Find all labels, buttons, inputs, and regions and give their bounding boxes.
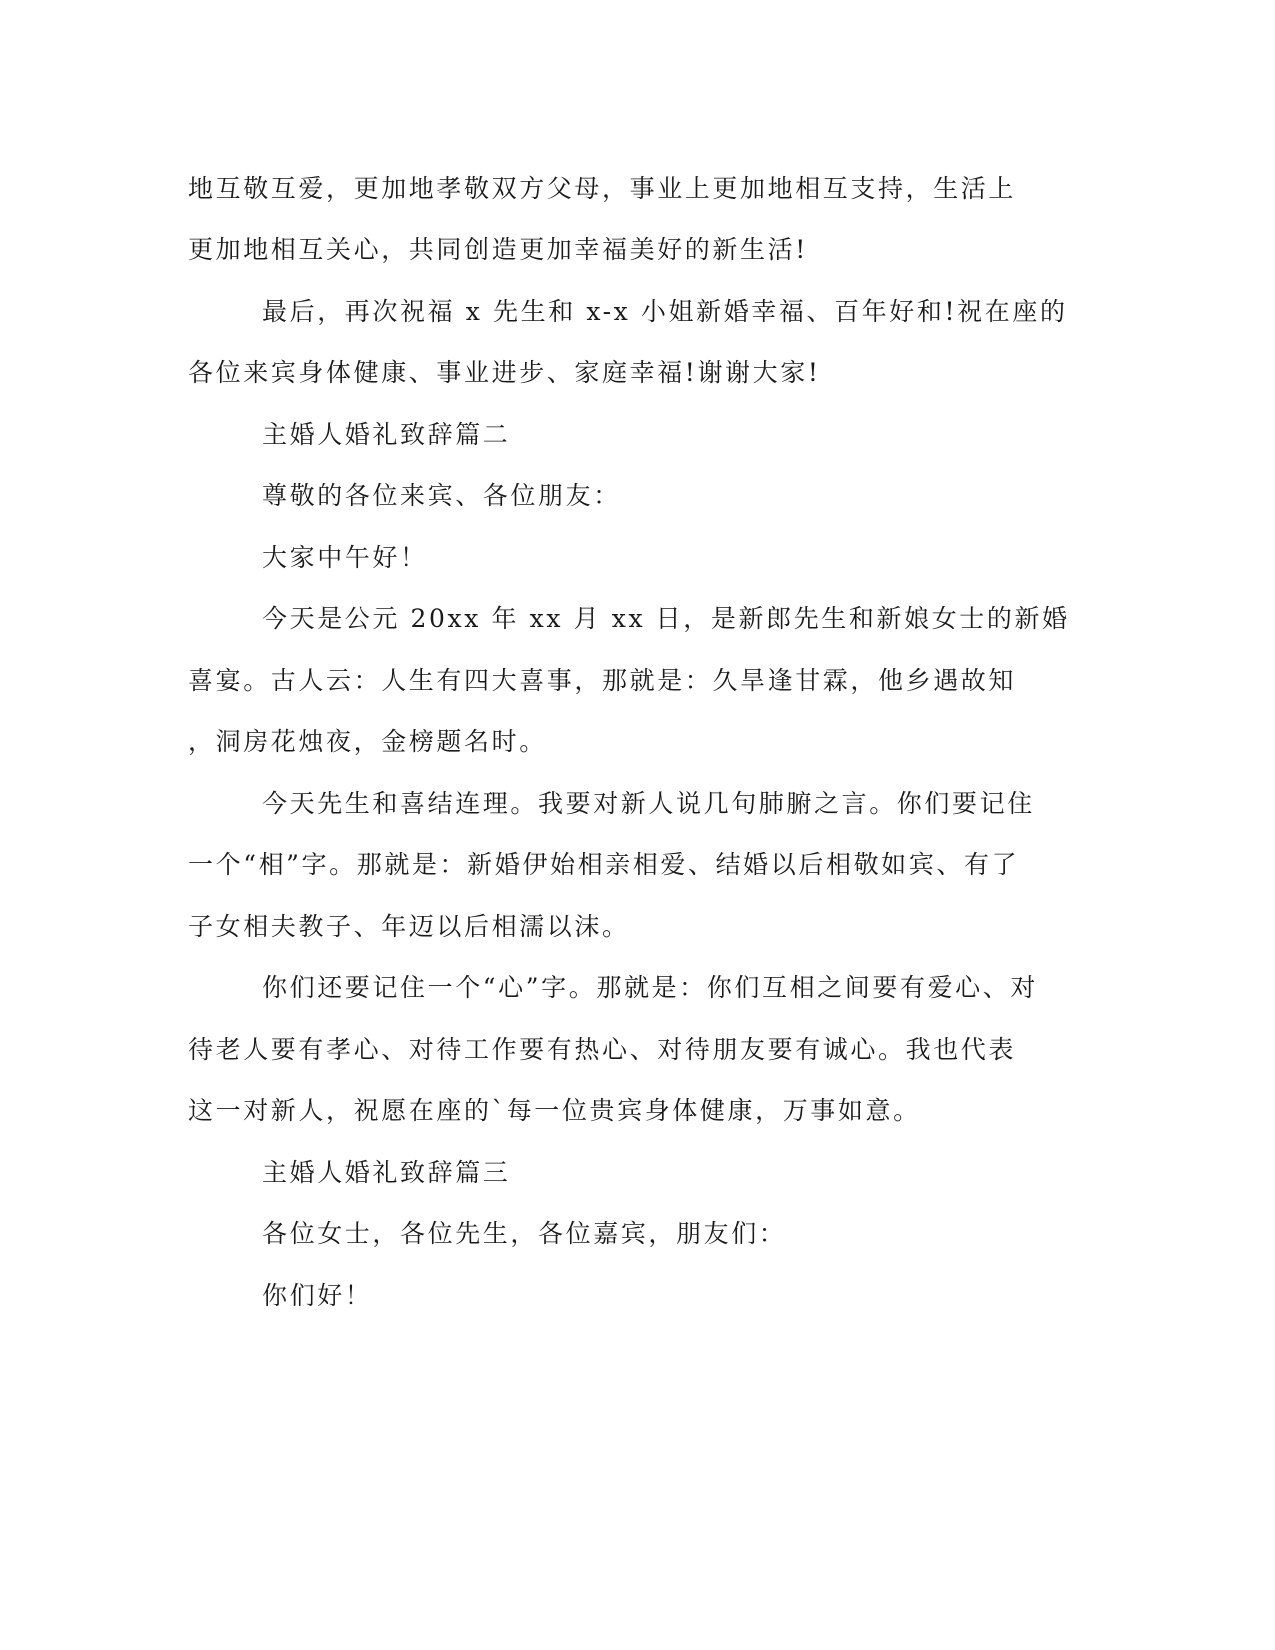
body-text-line: 喜宴。古人云：人生有四大喜事，那就是：久旱逢甘霖，他乡遇故知 [188,666,1017,695]
paragraph-start-line: 今天先生和喜结连理。我要对新人说几句肺腑之言。你们要记住 [262,789,1035,818]
section-heading: 主婚人婚礼致辞篇三 [262,1158,511,1187]
body-text-line: 待老人要有孝心、对待工作要有热心、对待朋友要有诚心。我也代表 [188,1035,1017,1064]
body-text-line: 更加地相互关心，共同创造更加幸福美好的新生活! [188,235,808,264]
body-text-line: ，洞房花烛夜，金榜题名时。 [188,727,547,756]
body-text-line: 地互敬互爱，更加地孝敬双方父母，事业上更加地相互支持，生活上 [188,174,1017,203]
salutation: 尊敬的各位来宾、各位朋友： [262,481,621,510]
paragraph-start-line: 你们还要记住一个“心”字。那就是：你们互相之间要有爱心、对 [262,973,1038,1002]
body-text-line: 一个“相”字。那就是：新婚伊始相亲相爱、结婚以后相敬如宾、有了 [188,850,1020,879]
body-text-line: 子女相夫教子、年迈以后相濡以沫。 [188,912,630,941]
body-text-line: 各位来宾身体健康、事业进步、家庭幸福!谢谢大家! [188,358,821,387]
paragraph-start-line: 今天是公元 20xx 年 xx 月 xx 日，是新郎先生和新娘女士的新婚 [262,604,1070,633]
section-heading: 主婚人婚礼致辞篇二 [262,420,511,449]
greeting: 大家中午好！ [262,543,428,572]
salutation: 各位女士，各位先生，各位嘉宾，朋友们： [262,1219,787,1248]
greeting: 你们好！ [262,1281,373,1310]
body-text-line: 这一对新人，祝愿在座的`每一位贵宾身体健康，万事如意。 [188,1096,921,1125]
paragraph-start-line: 最后，再次祝福 x 先生和 x-x 小姐新婚幸福、百年好和!祝在座的 [262,297,1068,326]
